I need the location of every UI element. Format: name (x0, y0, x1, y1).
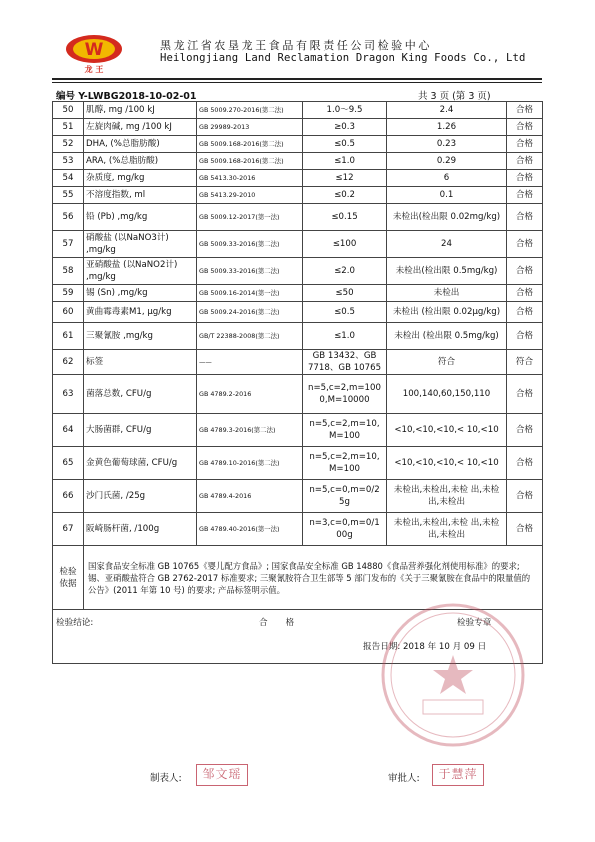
cell-res: 未检出,未检出,未检 出,未检出,未检出 (387, 480, 507, 513)
cell-ver: 合格 (507, 513, 543, 546)
cell-item: 菌落总数, CFU/g (84, 375, 197, 414)
cell-no: 51 (53, 119, 84, 136)
results-table (52, 101, 543, 664)
logo-letter: W (84, 40, 104, 60)
cell-no: 58 (53, 258, 84, 285)
table-row (53, 102, 543, 119)
cell-std: GB 5009.33-2016(第二法) (197, 231, 303, 258)
cell-item: 阪崎肠杆菌, /100g (84, 513, 197, 546)
cell-std: GB 4789.10-2016(第二法) (197, 447, 303, 480)
cell-item: 不溶度指数, ml (84, 187, 197, 204)
table-row (53, 204, 543, 231)
cell-req: n=5,c=2,m=10, M=100 (303, 414, 387, 447)
cell-item: 锡 (Sn) ,mg/kg (84, 285, 197, 302)
cell-res: 未检出 (387, 285, 507, 302)
cell-no: 64 (53, 414, 84, 447)
cell-no: 50 (53, 102, 84, 119)
table-row (53, 323, 543, 350)
cell-req: ≤1.0 (303, 153, 387, 170)
table-row (53, 513, 543, 546)
cell-ver: 合格 (507, 119, 543, 136)
cell-res: 0.23 (387, 136, 507, 153)
cell-ver: 合格 (507, 170, 543, 187)
cell-std: GB/T 22388-2008(第二法) (197, 323, 303, 350)
report-header (64, 34, 564, 74)
cell-ver: 合格 (507, 231, 543, 258)
cell-res: 2.4 (387, 102, 507, 119)
cell-res: 未检出 (检出限 0.5mg/kg) (387, 323, 507, 350)
inspection-seal-note: 检验专章 (457, 618, 492, 628)
cell-item: 大肠菌群, CFU/g (84, 414, 197, 447)
cell-ver: 合格 (507, 480, 543, 513)
maker-label: 制表人: (150, 773, 182, 784)
page-info: 共 3 页 (第 3 页) (418, 91, 491, 102)
cell-ver: 合格 (507, 187, 543, 204)
cell-item: 铅 (Pb) ,mg/kg (84, 204, 197, 231)
cell-no: 53 (53, 153, 84, 170)
table-row (53, 480, 543, 513)
cell-ver: 合格 (507, 375, 543, 414)
org-name-cn: 黑龙江省农垦龙王食品有限责任公司检验中心 (160, 39, 432, 52)
cell-std: GB 5009.12-2017(第一法) (197, 204, 303, 231)
cell-res: <10,<10,<10,< 10,<10 (387, 414, 507, 447)
cell-ver: 符合 (507, 350, 543, 375)
cell-std: GB 5413.30-2016 (197, 170, 303, 187)
company-logo-icon (64, 34, 124, 74)
table-row (53, 170, 543, 187)
cell-res: 0.1 (387, 187, 507, 204)
cell-ver: 合格 (507, 323, 543, 350)
cell-std: GB 5009.168-2016(第二法) (197, 136, 303, 153)
cell-ver: 合格 (507, 302, 543, 323)
conclusion-label: 检验结论: (56, 618, 94, 628)
cell-ver: 合格 (507, 153, 543, 170)
table-row (53, 258, 543, 285)
table-row (53, 153, 543, 170)
cell-ver: 合格 (507, 447, 543, 480)
table-row (53, 414, 543, 447)
cell-req: ≤0.2 (303, 187, 387, 204)
cell-no: 55 (53, 187, 84, 204)
cell-req: n=5,c=0,m=0/2 5g (303, 480, 387, 513)
cell-no: 59 (53, 285, 84, 302)
cell-ver: 合格 (507, 285, 543, 302)
cell-item: 杂质度, mg/kg (84, 170, 197, 187)
cell-req: ≥0.3 (303, 119, 387, 136)
cell-std: GB 5009.24-2016(第二法) (197, 302, 303, 323)
table-row (53, 136, 543, 153)
cell-no: 60 (53, 302, 84, 323)
cell-no: 65 (53, 447, 84, 480)
cell-item: 肌醇, mg /100 kJ (84, 102, 197, 119)
cell-ver: 合格 (507, 258, 543, 285)
report-date: 报告日期: 2018 年 10 月 09 日 (363, 642, 487, 652)
cell-item: 左旋肉碱, mg /100 kJ (84, 119, 197, 136)
cell-req: ≤0.5 (303, 302, 387, 323)
basis-label: 检验 依据 (53, 546, 84, 610)
cell-std: GB 5009.168-2016(第二法) (197, 153, 303, 170)
table-row (53, 447, 543, 480)
cell-no: 63 (53, 375, 84, 414)
cell-std: GB 5009.16-2014(第一法) (197, 285, 303, 302)
cell-req: ≤2.0 (303, 258, 387, 285)
cell-std: GB 5009.33-2016(第二法) (197, 258, 303, 285)
cell-req: n=5,c=2,m=100 0,M=10000 (303, 375, 387, 414)
cell-ver: 合格 (507, 136, 543, 153)
cell-res: 符合 (387, 350, 507, 375)
cell-res: <10,<10,<10,< 10,<10 (387, 447, 507, 480)
document-number: 编号 Y-LWBG2018-10-02-01 (56, 91, 197, 102)
cell-item: 黄曲霉毒素M1, μg/kg (84, 302, 197, 323)
conclusion-value: 合格 (259, 618, 313, 628)
cell-req: n=3,c=0,m=0/1 00g (303, 513, 387, 546)
cell-res: 未检出 (检出限 0.02μg/kg) (387, 302, 507, 323)
cell-std: GB 4789.40-2016(第一法) (197, 513, 303, 546)
checker-label: 审批人: (388, 773, 420, 784)
cell-item: 金黄色葡萄球菌, CFU/g (84, 447, 197, 480)
org-name-en: Heilongjiang Land Reclamation Dragon King Foods Co., Ltd (160, 52, 526, 64)
cell-req: ≤50 (303, 285, 387, 302)
cell-res: 24 (387, 231, 507, 258)
cell-std: —— (197, 350, 303, 375)
cell-std: GB 4789.3-2016(第二法) (197, 414, 303, 447)
cell-res: 未检出(检出限 0.5mg/kg) (387, 258, 507, 285)
cell-no: 52 (53, 136, 84, 153)
table-row (53, 231, 543, 258)
cell-res: 6 (387, 170, 507, 187)
cell-req: n=5,c=2,m=10, M=100 (303, 447, 387, 480)
cell-item: DHA, (%总脂肪酸) (84, 136, 197, 153)
cell-ver: 合格 (507, 204, 543, 231)
table-row (53, 285, 543, 302)
cell-req: ≤1.0 (303, 323, 387, 350)
cell-no: 67 (53, 513, 84, 546)
table-row (53, 302, 543, 323)
cell-req: ≤0.15 (303, 204, 387, 231)
cell-no: 66 (53, 480, 84, 513)
cell-std: GB 4789.4-2016 (197, 480, 303, 513)
cell-req: GB 13432、GB 7718、GB 10765 (303, 350, 387, 375)
cell-res: 100,140,60,150,110 (387, 375, 507, 414)
cell-no: 62 (53, 350, 84, 375)
cell-item: 亚硝酸盐 (以NaNO2计) ,mg/kg (84, 258, 197, 285)
table-row (53, 187, 543, 204)
cell-item: ARA, (%总脂肪酸) (84, 153, 197, 170)
inspection-seal-stamp-icon (378, 600, 528, 750)
cell-no: 61 (53, 323, 84, 350)
cell-std: GB 4789.2-2016 (197, 375, 303, 414)
table-row (53, 375, 543, 414)
table-row (53, 350, 543, 375)
maker-signature-stamp: 邹文瑶 (196, 764, 248, 786)
cell-res: 1.26 (387, 119, 507, 136)
basis-text: 国家食品安全标准 GB 10765《婴儿配方食品》; 国家食品安全标准 GB 14880《食品营养强化剂使用标准》的要求; 锡、亚硝酸盐符合 GB 2762-2017 标准要求; 三聚氰胺符合卫生部等 5 部门发布的《关于三聚氰胺在食品中的限量值的公告》(2011 年第 10 号) 的要求; 产品标签明示值。 (84, 546, 543, 610)
header-rule-thin (52, 82, 542, 83)
cell-item: 标签 (84, 350, 197, 375)
logo-text: 龙 王 (84, 65, 104, 74)
cell-item: 沙门氏菌, /25g (84, 480, 197, 513)
cell-ver: 合格 (507, 414, 543, 447)
cell-ver: 合格 (507, 102, 543, 119)
cell-item: 三聚氰胺 ,mg/kg (84, 323, 197, 350)
cell-req: ≤100 (303, 231, 387, 258)
cell-req: ≤12 (303, 170, 387, 187)
cell-std: GB 5413.29-2010 (197, 187, 303, 204)
cell-res: 未检出,未检出,未检 出,未检出,未检出 (387, 513, 507, 546)
cell-item: 硝酸盐 (以NaNO3计) ,mg/kg (84, 231, 197, 258)
header-rule (52, 78, 542, 80)
table-row (53, 119, 543, 136)
cell-no: 56 (53, 204, 84, 231)
cell-std: GB 5009.270-2016(第二法) (197, 102, 303, 119)
cell-res: 未检出(检出限 0.02mg/kg) (387, 204, 507, 231)
cell-req: 1.0～9.5 (303, 102, 387, 119)
cell-req: ≤0.5 (303, 136, 387, 153)
checker-signature-stamp: 于慧萍 (432, 764, 484, 786)
cell-std: GB 29989-2013 (197, 119, 303, 136)
cell-no: 57 (53, 231, 84, 258)
cell-no: 54 (53, 170, 84, 187)
cell-res: 0.29 (387, 153, 507, 170)
